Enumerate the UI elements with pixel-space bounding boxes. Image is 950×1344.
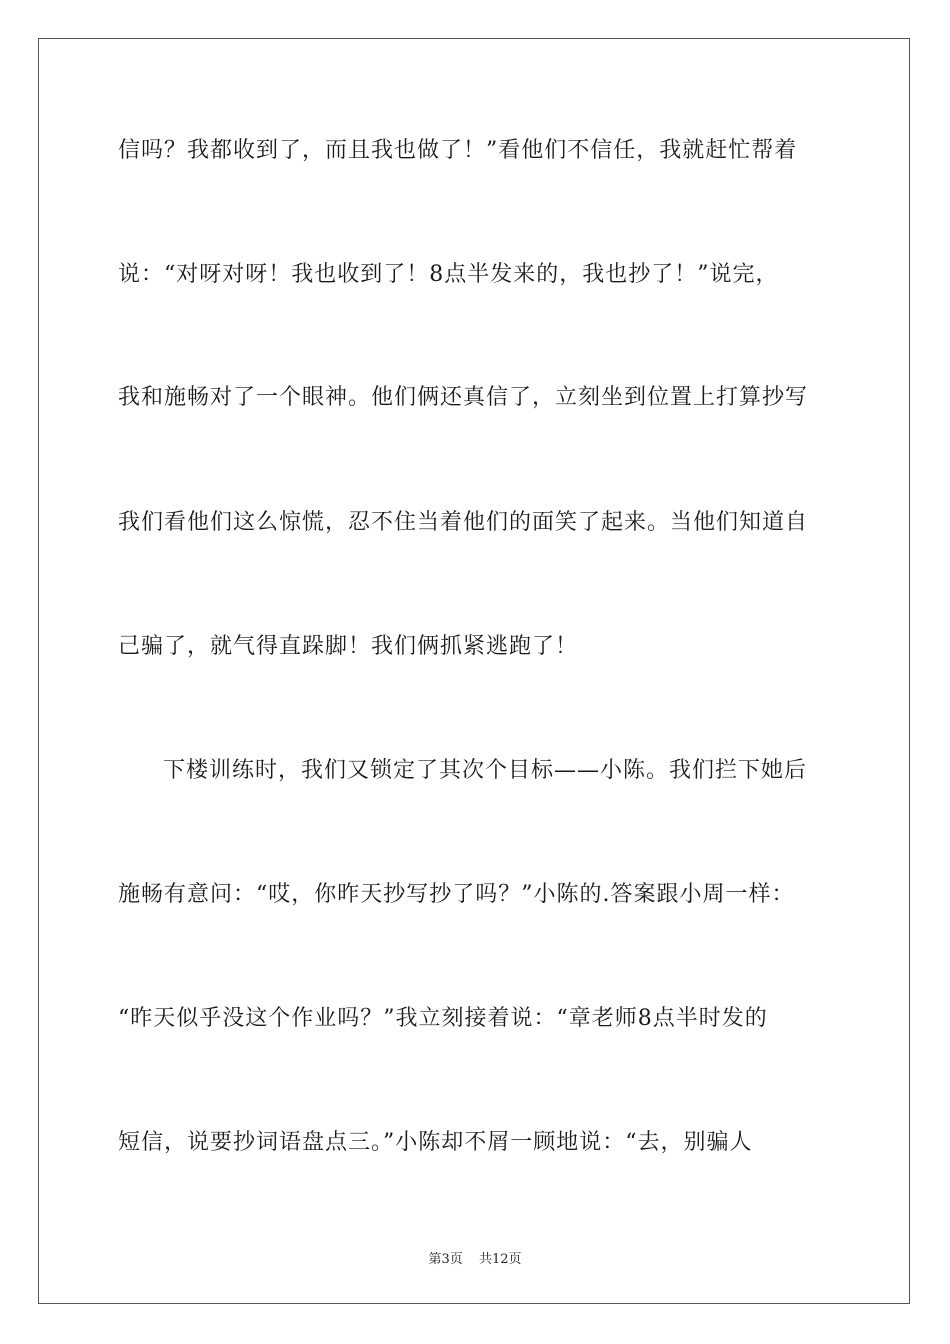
text-line-9: 短信，说要抄词语盘点三。”小陈却不屑一顾地说：“去，别骗人	[118, 1130, 753, 1155]
text-line-8: “昨天似乎没这个作业吗？”我立刻接着说：“章老师8点半时发的	[118, 1006, 768, 1031]
page-border	[38, 38, 910, 1304]
page-footer	[0, 1248, 950, 1267]
text-line-2: 说：“对呀对呀！我也收到了！8点半发来的，我也抄了！”说完，	[118, 262, 779, 287]
page-total: 共12页	[478, 1252, 522, 1267]
page-number: 第3页	[428, 1252, 463, 1267]
text-line-4: 我们看他们这么惊慌，忍不住当着他们的面笑了起来。当他们知道自	[118, 510, 809, 535]
text-line-5: 己骗了，就气得直跺脚！我们俩抓紧逃跑了！	[118, 634, 579, 659]
text-line-1: 信吗？我都收到了，而且我也做了！”看他们不信任，我就赶忙帮着	[118, 138, 798, 163]
text-line-7: 施畅有意问：“哎，你昨天抄写抄了吗？”小陈的.答案跟小周一样：	[118, 882, 795, 907]
text-line-3: 我和施畅对了一个眼神。他们俩还真信了，立刻坐到位置上打算抄写	[118, 385, 809, 410]
text-line-6: 下楼训练时，我们又锁定了其次个目标——小陈。我们拦下她后	[163, 758, 808, 783]
